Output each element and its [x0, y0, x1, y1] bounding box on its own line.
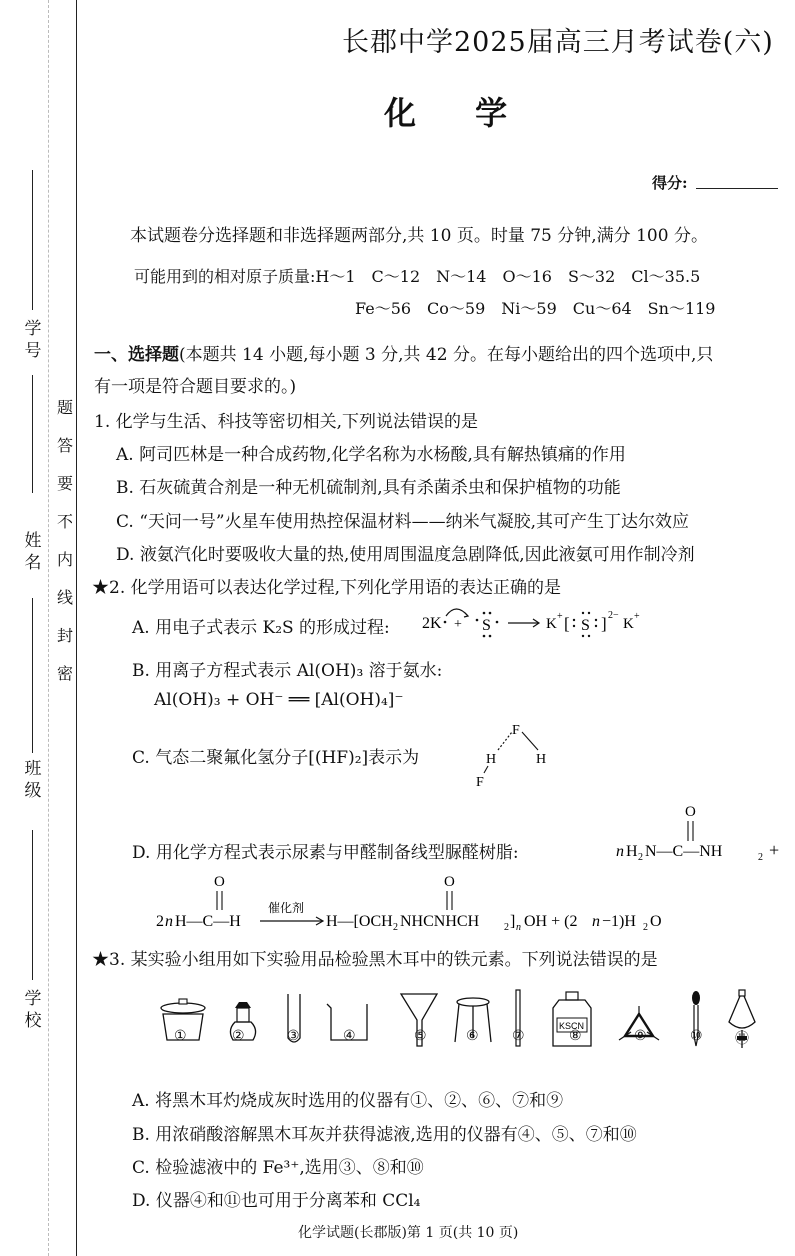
apparatus-label-5: ⑤ [414, 1028, 427, 1044]
q3-option-b: B. 用浓硝酸溶解黑木耳灰并获得滤液,选用的仪器有④、⑤、⑦和⑩ [132, 1125, 637, 1145]
xingming-underline [32, 375, 33, 493]
section-heading: 一、选择题(本题共 14 小题,每小题 3 分,共 42 分。在每小题给出的四个选项中,只 [94, 345, 714, 365]
q3-option-c: C. 检验滤液中的 Fe³⁺,选用③、⑧和⑩ [132, 1158, 424, 1178]
q1-option-d: D. 液氨汽化时要吸收大量的热,使用周围温度急剧降低,因此液氨可用作制冷剂 [116, 545, 695, 565]
xuexiao-underline [32, 830, 33, 980]
svg-text:2: 2 [643, 922, 648, 933]
svg-text:]: ] [601, 614, 607, 633]
svg-text:2K: 2K [422, 615, 442, 632]
catalyst-label: 催化剂 [268, 901, 305, 915]
svg-text:n: n [516, 922, 521, 933]
apparatus-label-8: ⑧ [569, 1028, 582, 1044]
intro-text: 本试题卷分选择题和非选择题两部分,共 10 页。时量 75 分钟,满分 100 分。 [130, 226, 708, 246]
seal-notice-char: 题 [56, 398, 73, 417]
svg-text:O: O [650, 913, 662, 930]
seal-notice-char: 不 [56, 512, 73, 531]
q1-option-b: B. 石灰硫黄合剂是一种无机硫制剂,具有杀菌杀虫和保护植物的功能 [116, 478, 621, 498]
seal-notice-char: 要 [56, 474, 73, 493]
apparatus-label-6: ⑥ [466, 1028, 479, 1044]
banji-underline [32, 598, 33, 753]
svg-text:[: [ [564, 614, 570, 633]
svg-text:H—C—H: H—C—H [175, 913, 241, 930]
svg-text:+: + [769, 840, 780, 860]
q2-option-c-text: C. 气态二聚氟化氢分子[(HF)₂]表示为 [132, 748, 420, 768]
urea-formula [614, 796, 794, 862]
score-label: 得分: [652, 174, 688, 192]
q3-option-a: A. 将黑木耳灼烧成灰时选用的仪器有①、②、⑥、⑦和⑨ [132, 1091, 564, 1111]
svg-text:K: K [546, 616, 557, 632]
svg-text:+: + [454, 617, 462, 632]
binding-line [76, 0, 77, 1256]
q2-option-a-text: A. 用电子式表示 K₂S 的形成过程: [132, 618, 390, 638]
q3-option-d: D. 仪器④和⑪也可用于分离苯和 CCl₄ [132, 1191, 421, 1211]
svg-text:N—C—NH: N—C—NH [645, 843, 723, 860]
seal-notice [55, 398, 75, 702]
exam-title: 长郡中学2025届高三月考试卷(六) [342, 27, 774, 58]
svg-text:+: + [634, 611, 640, 622]
apparatus-label-4: ④ [343, 1028, 356, 1044]
svg-text:S: S [482, 617, 491, 634]
svg-text:2: 2 [504, 922, 509, 933]
svg-text:2: 2 [393, 922, 398, 933]
q2-option-b-text: B. 用离子方程式表示 Al(OH)₃ 溶于氨水: [132, 661, 443, 681]
svg-text:H—[OCH: H—[OCH [326, 913, 393, 930]
xuehao-label: 学 号 [24, 319, 42, 361]
svg-text:F: F [512, 723, 520, 738]
apparatus-label-2: ② [232, 1028, 245, 1044]
lab-apparatus-row [155, 990, 795, 1054]
svg-text:n: n [592, 913, 600, 930]
svg-text:F: F [476, 775, 484, 790]
apparatus-label-1: ① [174, 1028, 187, 1044]
seal-notice-char: 密 [56, 664, 73, 683]
q1-stem: 1. 化学与生活、科技等密切相关,下列说法错误的是 [94, 412, 479, 432]
score-blank [696, 188, 778, 189]
xuehao-underline [32, 170, 33, 310]
svg-text:+: + [557, 611, 563, 622]
urea-formaldehyde-equation [154, 868, 724, 936]
svg-text:O: O [444, 874, 455, 890]
svg-text:S: S [581, 617, 590, 634]
apparatus-label-9: ⑨ [634, 1028, 647, 1044]
seal-notice-char: 内 [56, 550, 73, 569]
q1-option-a: A. 阿司匹林是一种合成药物,化学名称为水杨酸,具有解热镇痛的作用 [116, 445, 626, 465]
svg-text:2: 2 [638, 852, 643, 863]
q2-stem: ★2. 化学用语可以表达化学过程,下列化学用语的表达正确的是 [92, 578, 562, 598]
q2-option-b-equation: Al(OH)₃ + OH⁻ ══ [Al(OH)₄]⁻ [154, 690, 404, 710]
svg-text:OH + (2: OH + (2 [524, 913, 578, 930]
apparatus-label-10: ⑩ [690, 1028, 703, 1044]
svg-text:2: 2 [758, 852, 763, 863]
svg-text:−1)H: −1)H [602, 913, 636, 930]
seal-notice-char: 答 [56, 436, 73, 455]
svg-text:H: H [536, 752, 547, 767]
xuexiao-label: 学 校 [24, 989, 42, 1031]
atomic-masses-line2: Fe～56 Co～59 Ni～59 Cu～64 Sn～119 [355, 299, 716, 318]
q1-option-c: C. “天问一号”火星车使用热控保温材料——纳米气凝胶,其可产生丁达尔效应 [116, 512, 689, 532]
apparatus-label-3: ③ [287, 1028, 300, 1044]
svg-text:n: n [616, 843, 624, 860]
hf-dimer-structure [478, 718, 558, 790]
q2-option-d-text: D. 用化学方程式表示尿素与甲醛制备线型脲醛树脂: [132, 843, 519, 863]
seal-notice-char: 线 [56, 588, 73, 607]
svg-text:H: H [486, 752, 497, 767]
q3-stem: ★3. 某实验小组用如下实验用品检验黑木耳中的铁元素。下列说法错误的是 [92, 950, 658, 970]
svg-text:NHCNHCH: NHCNHCH [400, 913, 480, 930]
svg-text:H: H [626, 843, 638, 860]
svg-text:]: ] [510, 913, 516, 930]
fold-dashed-line [48, 0, 49, 1256]
atomic-masses-line1: 可能用到的相对原子质量:H～1 C～12 N～14 O～16 S～32 Cl～35.5 [134, 267, 701, 286]
xingming-label: 姓 名 [24, 531, 42, 573]
svg-text:2−: 2− [608, 610, 619, 621]
subject-title: 化 学 [384, 94, 532, 132]
apparatus-label-11: ⑪ [735, 1031, 749, 1047]
apparatus-label-7: ⑦ [512, 1028, 525, 1044]
kscn-label: KSCN [559, 1021, 585, 1031]
svg-text:2: 2 [156, 913, 164, 930]
svg-text:O: O [685, 804, 696, 820]
svg-text:K: K [623, 616, 634, 632]
page-footer: 化学试题(长郡版)第 1 页(共 10 页) [298, 1225, 519, 1241]
k2s-electron-formation [420, 600, 670, 640]
svg-text:n: n [165, 913, 173, 930]
seal-notice-char: 封 [56, 626, 73, 645]
section-desc-cont: 有一项是符合题目要求的。) [94, 377, 297, 397]
svg-text:O: O [214, 874, 225, 890]
banji-label: 班 级 [24, 759, 42, 801]
